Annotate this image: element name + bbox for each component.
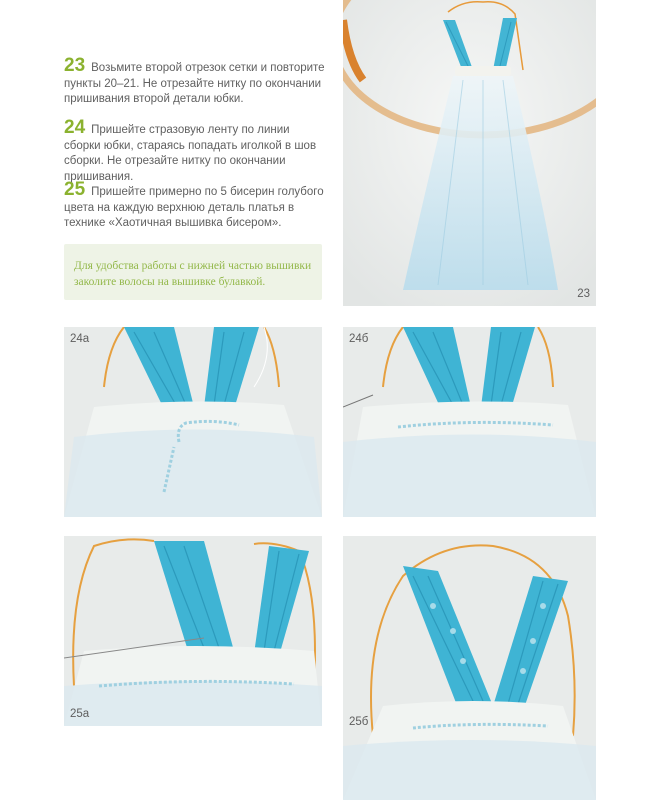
dress-closeup-illustration (343, 327, 596, 517)
step-25 (64, 179, 326, 232)
dress-closeup-illustration (64, 327, 322, 517)
dress-closeup-illustration (64, 536, 322, 726)
step-number: 25 (64, 179, 86, 200)
dress-hoop-illustration (343, 0, 596, 306)
step-number: 23 (64, 55, 86, 76)
photo-label: 24а (70, 333, 90, 345)
photo-step-24b (343, 327, 596, 517)
photo-step-25a (64, 536, 322, 726)
photo-label: 24б (349, 333, 369, 345)
photo-step-24a (64, 327, 322, 517)
tip-box (64, 244, 322, 300)
step-text: Пришейте стразовую ленту по линии сборки юбки, стараясь попадать иголкой в шов сборки. Не отрезайте нитку по окончании пришивания. (64, 124, 317, 183)
step-24 (64, 117, 326, 185)
step-23 (64, 55, 326, 108)
photo-step-23 (343, 0, 596, 306)
photo-label: 25а (70, 708, 90, 720)
photo-step-25b (343, 536, 596, 800)
photo-label: 23 (577, 288, 590, 300)
photo-label: 25б (349, 716, 369, 728)
step-number: 24 (64, 117, 86, 138)
dress-closeup-illustration (343, 536, 596, 800)
step-text: Возьмите второй отрезок сетки и повторите пункты 20–21. Не отрезайте нитку по окончании пришивания второй детали юбки. (64, 62, 325, 105)
tip-text: Для удобства работы с нижней частью вышивки заколите волосы на вышивке булавкой. (74, 260, 312, 288)
step-text: Пришейте примерно по 5 бисерин голубого цвета на каждую верхнюю деталь платья в технике «Хаотичная вышивка бисером». (64, 186, 324, 229)
